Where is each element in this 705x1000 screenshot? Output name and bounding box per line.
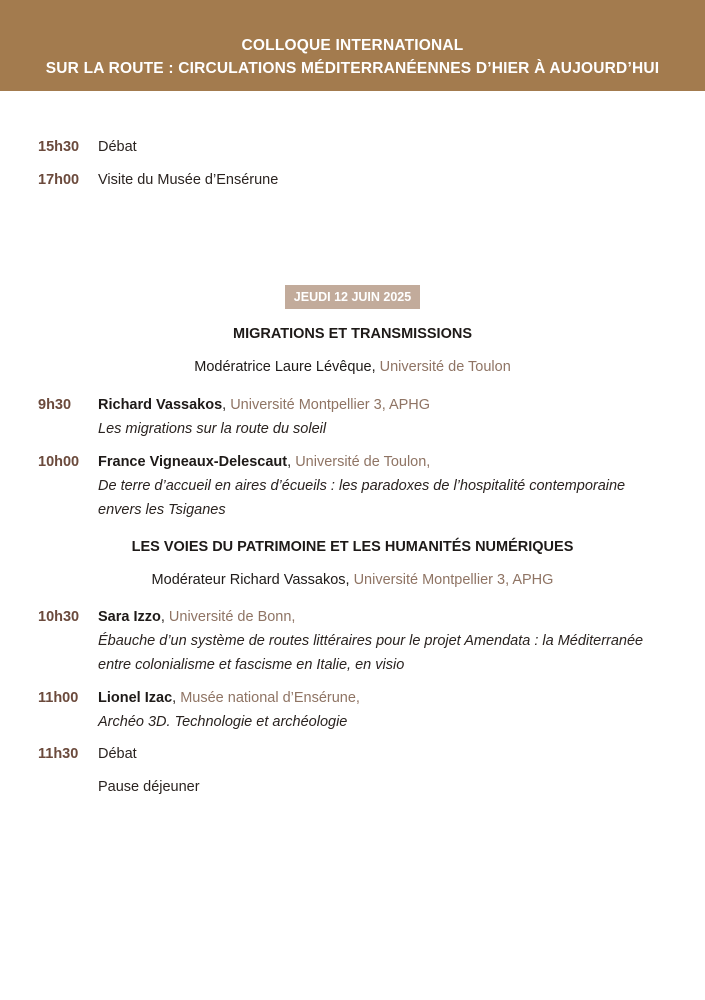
speaker-affiliation: Université de Bonn, [168,609,296,625]
session-moderator: Modérateur Richard Vassakos, Université Montpellier 3, APHG [151,572,554,588]
session-title: LES VOIES DU PATRIMOINE ET LES HUMANITÉS NUMÉRIQUES [131,539,574,555]
moderator-name: Modérateur Richard Vassakos [151,572,346,588]
speaker-affiliation: Université Montpellier 3, APHG [230,397,431,413]
speaker-name: France Vigneaux-Delescaut [98,454,288,470]
header-line-1: COLLOQUE INTERNATIONAL [241,37,464,54]
header-line-2: SUR LA ROUTE : CIRCULATIONS MÉDITERRANÉENNES D’HIER À AUJOURD’HUI [45,60,660,77]
speaker-name: Lionel Izac [98,690,173,706]
item-text: Débat [98,139,137,155]
date-badge: JEUDI 12 JUIN 2025 [285,285,420,309]
item-text: Visite du Musée d’Ensérune [98,172,279,188]
time-label: 17h00 [38,172,80,188]
talk-title: Archéo 3D. Technologie et archéologie [98,714,348,730]
moderator-affiliation: Université de Toulon [379,359,511,375]
speaker-affiliation: Université de Toulon, [295,454,431,470]
talk-title: Les migrations sur la route du soleil [98,421,327,437]
speaker-affiliation: Musée national d’Ensérune, [180,690,360,706]
session-title: MIGRATIONS ET TRANSMISSIONS [233,326,472,342]
item-text: Pause déjeuner [98,779,200,795]
time-label: 10h00 [38,454,80,470]
talk-title-continued: entre colonialisme et fascisme en Italie, en visio [98,657,405,673]
talk-title: De terre d’accueil en aires d’écueils : les paradoxes de l’hospitalité contemporaine [98,478,626,494]
speaker-name: Sara Izzo [98,609,161,625]
time-label: 10h30 [38,609,80,625]
time-label: 9h30 [38,397,72,413]
talk-title-continued: envers les Tsiganes [98,502,226,518]
time-label: 11h00 [38,690,79,706]
page-header [0,0,705,91]
speaker-name: Richard Vassakos [98,397,223,413]
time-label: 15h30 [38,139,80,155]
moderator-name: Modératrice Laure Lévêque [194,359,372,375]
moderator-affiliation: Université Montpellier 3, APHG [353,572,554,588]
time-label: 11h30 [38,746,79,762]
talk-title: Ébauche d’un système de routes littéraires pour le projet Amendata : la Méditerranée [98,633,644,649]
session-moderator: Modératrice Laure Lévêque, Université de Toulon [194,359,511,375]
item-text: Débat [98,746,137,762]
